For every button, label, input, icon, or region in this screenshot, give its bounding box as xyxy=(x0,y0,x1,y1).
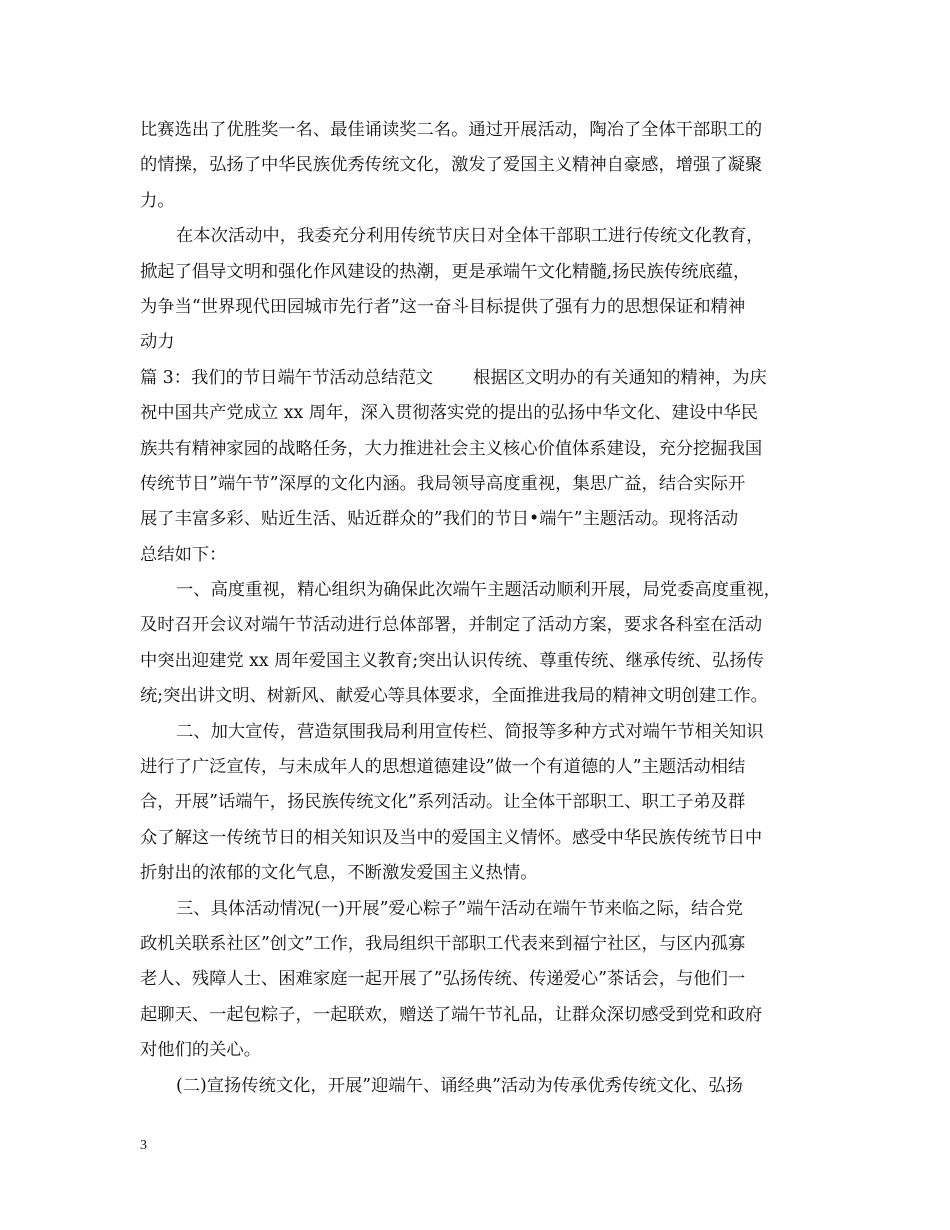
text-line: 一、高度重视，精心组织为确保此次端午主题活动顺利开展，局党委高度重视， xyxy=(176,580,781,601)
text-line: 及时召开会议对端午节活动进行总体部署，并制定了活动方案，要求各科室在活动 xyxy=(140,615,763,636)
text-line: 合，开展”话端午，扬民族传统文化”系列活动。让全体干部职工、职工子弟及群 xyxy=(140,792,746,813)
text-line: 对他们的关心。 xyxy=(140,1040,261,1061)
text-line: 为争当“世界现代田园城市先行者”这一奋斗目标提供了强有力的思想保证和精神 xyxy=(140,296,746,317)
text-line: 二、加大宣传，营造氛围我局利用宣传栏、简报等多种方式对端午节相关知识 xyxy=(176,721,764,742)
text-line: 展了丰富多彩、贴近生活、贴近群众的”我们的节日•端午”主题活动。现将活动 xyxy=(140,509,739,530)
text-line: 政机关联系社区”创文”工作，我局组织干部职工代表来到福宁社区，与区内孤寡 xyxy=(140,933,746,954)
text-line: 老人、残障人士、困难家庭一起开展了”弘扬传统、传递爱心”茶话会，与他们一 xyxy=(140,969,746,990)
text-line: 掀起了倡导文明和强化作风建设的热潮，更是承端午文化精髓,扬民族传统底蕴， xyxy=(140,261,751,282)
page-number: 3 xyxy=(140,1138,147,1153)
text-line: 动力 xyxy=(140,332,175,353)
text-line: 篇 3：我们的节日端午节活动总结范文 根据区文明办的有关通知的精神，为庆 xyxy=(140,367,767,388)
text-line: 传统节日”端午节”深厚的文化内涵。我局领导高度重视，集思广益，结合实际开 xyxy=(140,473,746,494)
text-line: (二)宣扬传统文化，开展”迎端午、诵经典”活动为传承优秀传统文化、弘扬 xyxy=(176,1075,743,1096)
text-line: 比赛选出了优胜奖一名、最佳诵读奖二名。通过开展活动，陶冶了全体干部职工的 xyxy=(140,120,763,140)
text-line: 在本次活动中，我委充分利用传统节庆日对全体干部职工进行传统文化教育， xyxy=(176,226,764,247)
text-line: 力。 xyxy=(140,190,175,211)
text-line: 的情操，弘扬了中华民族优秀传统文化，激发了爱国主义精神自豪感，增强了凝聚 xyxy=(140,155,763,176)
text-line: 进行了广泛宣传，与未成年人的思想道德建设”做一个有道德的人”主题活动相结 xyxy=(140,757,746,778)
text-line: 起聊天、一起包粽子，一起联欢，赠送了端午节礼品，让群众深切感受到党和政府 xyxy=(140,1004,763,1025)
text-line: 祝中国共产党成立 xx 周年，深入贯彻落实党的提出的弘扬中华文化、建设中华民 xyxy=(140,403,759,424)
body-text xyxy=(140,113,825,1104)
text-line: 总结如下： xyxy=(140,544,227,565)
text-line: 众了解这一传统节日的相关知识及当中的爱国主义情怀。感受中华民族传统节日中 xyxy=(140,827,763,848)
text-line: 族共有精神家园的战略任务，大力推进社会主义核心价值体系建设，充分挖掘我国 xyxy=(140,438,763,459)
text-line: 三、具体活动情况(一)开展”爱心粽子”端午活动在端午节来临之际，结合党 xyxy=(176,898,743,919)
text-line: 统;突出讲文明、树新风、献爱心等具体要求，全面推进我局的精神文明创建工作。 xyxy=(140,686,768,707)
text-line: 折射出的浓郁的文化气息，不断激发爱国主义热情。 xyxy=(140,863,538,884)
text-line: 中突出迎建党 xx 周年爱国主义教育;突出认识传统、尊重传统、继承传统、弘扬传 xyxy=(140,650,764,671)
